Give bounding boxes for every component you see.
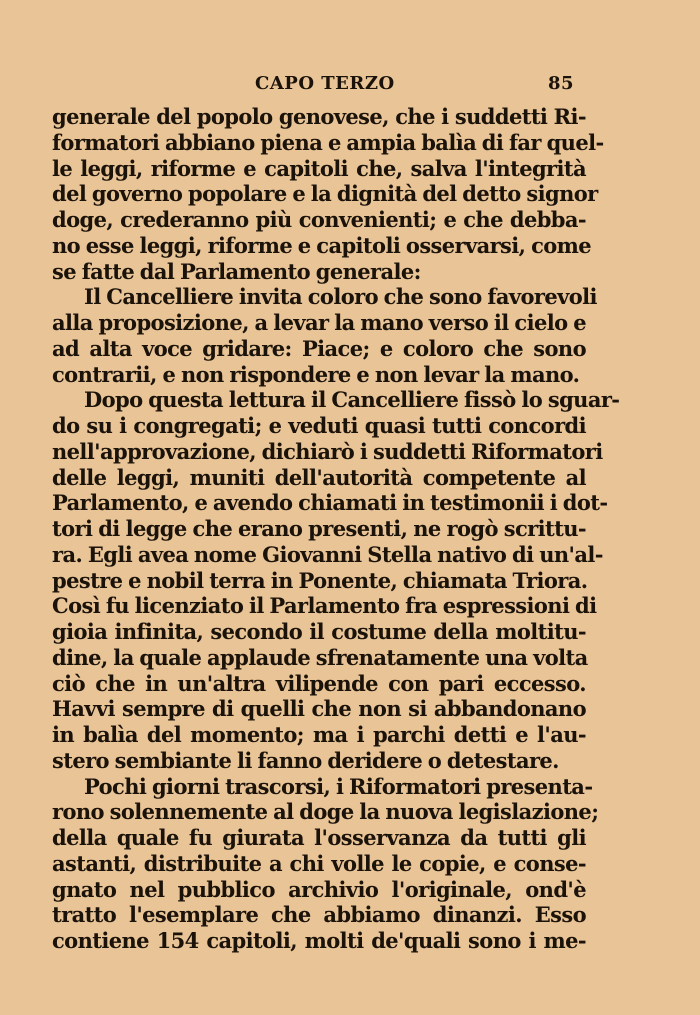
text-line: ra. Egli avea nome Giovanni Stella nativo di un'al- <box>52 541 603 567</box>
text-line: in balìa del momento; ma i parchi detti e l'au- <box>52 722 586 747</box>
text-line: ad alta voce gridare: Piace; e coloro che sono <box>52 335 586 361</box>
page-number: 85 <box>548 73 575 94</box>
body-text <box>52 104 620 954</box>
text-line: dine, la quale applaude sfrenatamente una volta <box>52 644 588 670</box>
text-line: contiene 154 capitoli, molti de'quali sono i me- <box>52 928 586 953</box>
text-line: generale del popolo genovese, che i suddetti Ri- <box>52 104 586 129</box>
text-line: ciò che in un'altra vilipende con pari eccesso. <box>52 670 586 696</box>
text-line: del governo popolare e la dignità del detto signor <box>52 181 598 207</box>
text-line: rono solennemente al doge la nuova legislazione; <box>52 799 599 825</box>
text-line: tori di legge che erano presenti, ne rogò scrittu- <box>52 516 586 541</box>
text-line: pestre e nobil terra in Ponente, chiamata Triora. <box>52 567 588 593</box>
text-line: formatori abbiano piena e ampia balìa di far quel- <box>52 129 604 155</box>
running-head: CAPO TERZO <box>255 73 395 94</box>
text-line: le leggi, riforme e capitoli che, salva l'integrità <box>52 155 586 181</box>
paragraph <box>52 773 599 954</box>
text-line: se fatte dal Parlamento generale: <box>52 258 421 284</box>
text-line: Parlamento, e avendo chiamati in testimonii i dot- <box>52 490 608 516</box>
text-line: Il Cancelliere invita coloro che sono favorevoli <box>84 284 597 310</box>
text-line: stero sembiante li fanno deridere o detestare. <box>52 747 559 773</box>
text-line: Così fu licenziato il Parlamento fra espressioni di <box>52 593 597 619</box>
text-line: tratto l'esemplare che abbiamo dinanzi. Esso <box>52 902 586 928</box>
text-line: nell'approvazione, dichiarò i suddetti Riformatori <box>52 438 603 464</box>
paragraph <box>52 387 620 773</box>
text-line: doge, crederanno più convenienti; e che debba- <box>52 207 586 232</box>
text-line: do su i congregati; e veduti quasi tutti concordi <box>52 413 586 438</box>
text-line: delle leggi, muniti dell'autorità competente al <box>52 464 586 490</box>
text-line: Pochi giorni trascorsi, i Riformatori presenta- <box>84 773 593 799</box>
text-line: gnato nel pubblico archivio l'originale, ond'è <box>52 876 586 902</box>
text-line: astanti, distribuite a chi volle le copie, e conse- <box>52 850 586 876</box>
text-line: gioia infinita, secondo il costume della moltitu- <box>52 619 586 644</box>
text-line: contrarii, e non rispondere e non levar la mano. <box>52 361 580 387</box>
text-line: Dopo questa lettura il Cancelliere fissò lo sguar- <box>84 387 620 413</box>
text-line: della quale fu giurata l'osservanza da tutti gli <box>52 825 586 850</box>
paragraph <box>52 104 604 284</box>
paragraph <box>52 284 597 387</box>
text-line: no esse leggi, riforme e capitoli osservarsi, come <box>52 232 592 258</box>
text-line: alla proposizione, a levar la mano verso il cielo e <box>52 310 586 335</box>
text-line: Havvi sempre di quelli che non si abbandonano <box>52 696 586 722</box>
